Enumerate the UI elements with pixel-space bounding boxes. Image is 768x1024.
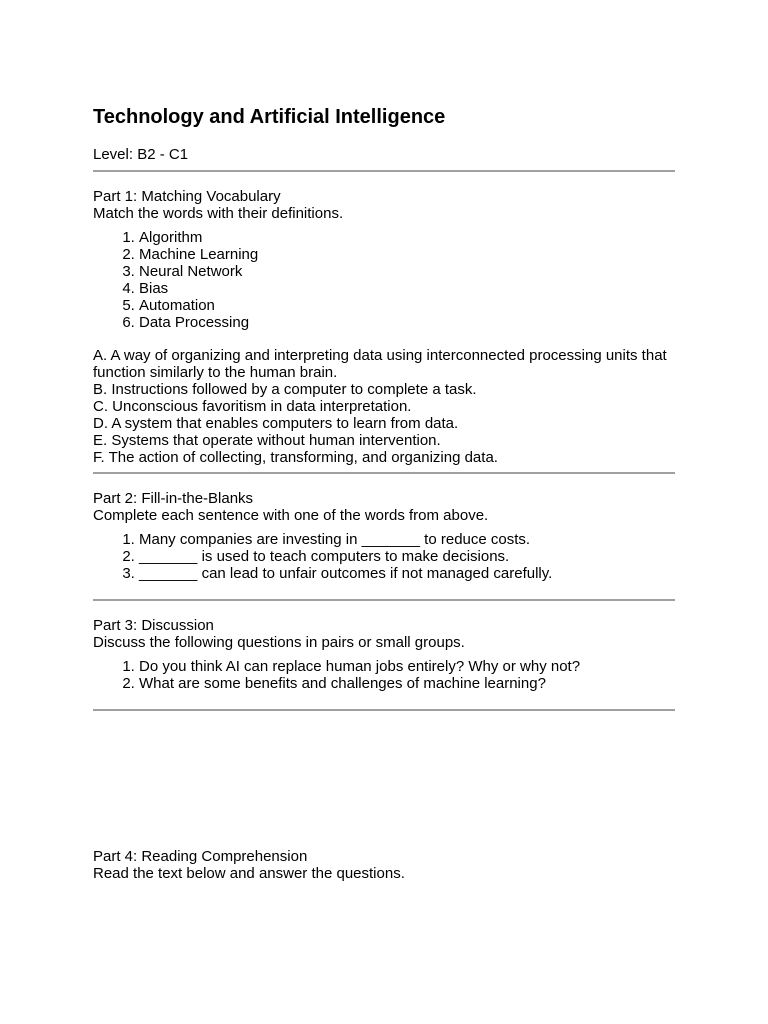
definition-item: C. Unconscious favoritism in data interpretation. <box>93 398 412 415</box>
definitions-list <box>93 347 675 466</box>
divider <box>93 472 675 474</box>
part2-instruction: Complete each sentence with one of the words from above. <box>93 507 489 524</box>
part3-instruction: Discuss the following questions in pairs or small groups. <box>93 634 465 651</box>
vocabulary-item: 1. Algorithm <box>139 229 675 246</box>
worksheet-page <box>93 0 675 1024</box>
definition-item: D. A system that enables computers to learn from data. <box>93 415 459 432</box>
part4-heading: Part 4: Reading Comprehension <box>93 848 308 865</box>
vocabulary-item: 6. Data Processing <box>139 314 675 331</box>
part2-section <box>93 490 675 582</box>
part1-heading: Part 1: Matching Vocabulary <box>93 188 281 205</box>
part4-section <box>93 848 675 882</box>
level-label: Level: B2 - C1 <box>93 146 189 163</box>
divider <box>93 170 675 172</box>
definition-item: E. Systems that operate without human intervention. <box>93 432 441 449</box>
divider <box>93 709 675 711</box>
definition-item: A. A way of organizing and interpreting data using interconnected processing units that function similarly to the human brain. <box>93 347 667 381</box>
fill-in-sentence: 3. _______ can lead to unfair outcomes if not managed carefully. <box>139 565 675 582</box>
part3-section <box>93 617 675 692</box>
vocabulary-item: 2. Machine Learning <box>139 246 675 263</box>
page-title: Technology and Artificial Intelligence <box>93 106 446 128</box>
definition-item: F. The action of collecting, transforming, and organizing data. <box>93 449 498 466</box>
discussion-question: 2. What are some benefits and challenges of machine learning? <box>139 675 675 692</box>
fill-in-sentence: 1. Many companies are investing in _______ to reduce costs. <box>139 531 675 548</box>
definition-item: B. Instructions followed by a computer to complete a task. <box>93 381 477 398</box>
vocabulary-item: 3. Neural Network <box>139 263 675 280</box>
part1-instruction: Match the words with their definitions. <box>93 205 344 222</box>
fill-in-list <box>93 531 675 582</box>
part3-heading: Part 3: Discussion <box>93 617 214 634</box>
part1-section <box>93 188 675 331</box>
fill-in-sentence: 2. _______ is used to teach computers to make decisions. <box>139 548 675 565</box>
part4-instruction: Read the text below and answer the questions. <box>93 865 405 882</box>
vocabulary-item: 4. Bias <box>139 280 675 297</box>
vocabulary-list <box>93 229 675 331</box>
vocabulary-item: 5. Automation <box>139 297 675 314</box>
discussion-list <box>93 658 675 692</box>
discussion-question: 1. Do you think AI can replace human jobs entirely? Why or why not? <box>139 658 675 675</box>
divider <box>93 599 675 601</box>
part2-heading: Part 2: Fill-in-the-Blanks <box>93 490 254 507</box>
